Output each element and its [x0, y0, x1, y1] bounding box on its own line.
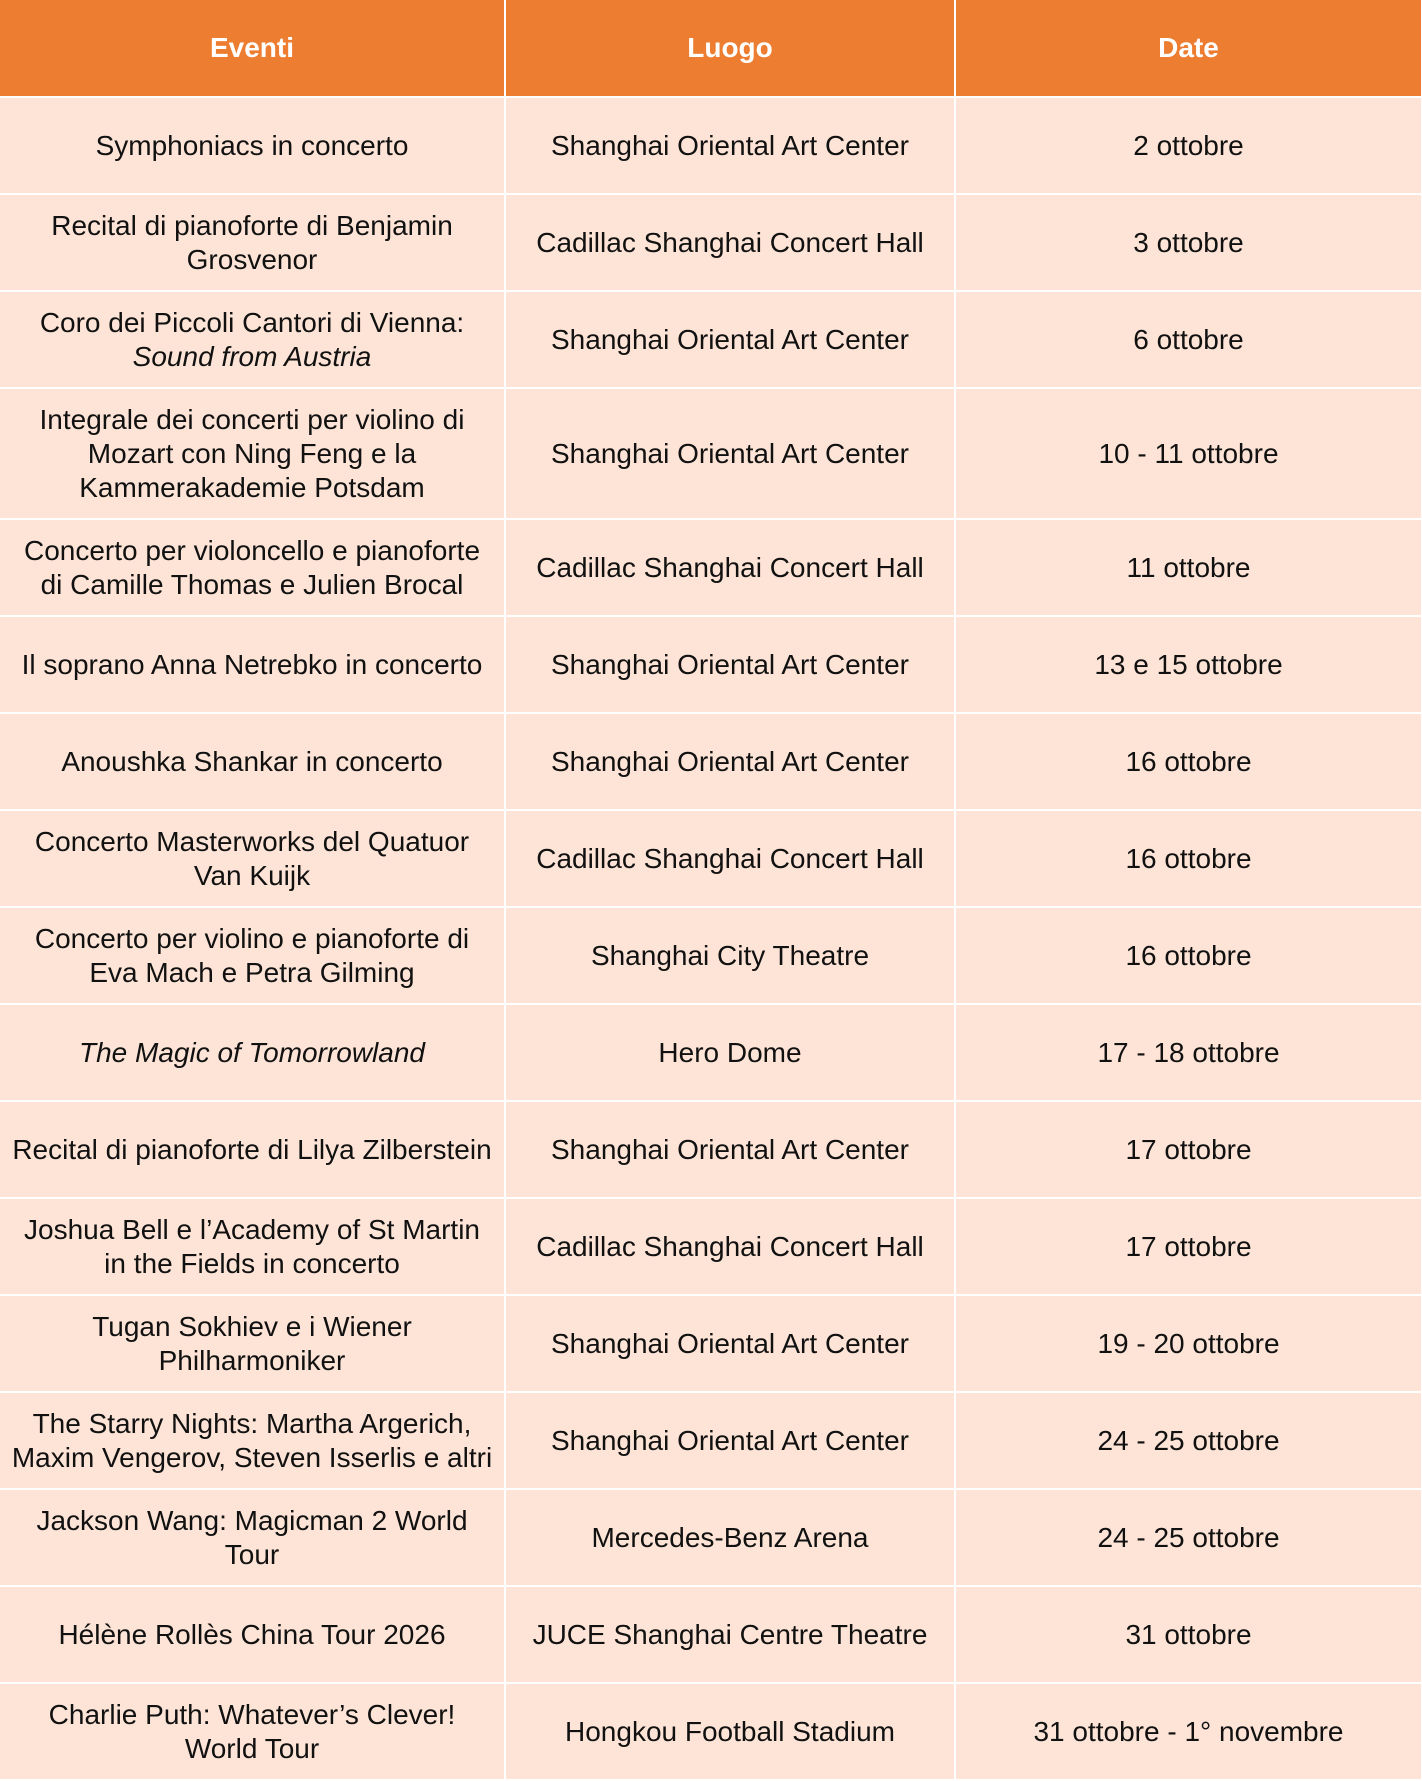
- dates-cell: 24 - 25 ottobre: [955, 1489, 1422, 1586]
- event-subtitle: Sound from Austria: [132, 340, 372, 372]
- venue-cell: Shanghai City Theatre: [505, 907, 955, 1004]
- event-text: Coro dei Piccoli Cantori di Vienna:: [39, 306, 465, 338]
- dates-cell: 10 - 11 ottobre: [955, 388, 1422, 519]
- event-cell: Concerto per violoncello e pianoforte di Camille Thomas e Julien Brocal: [0, 519, 505, 616]
- event-cell: Recital di pianoforte di Lilya Zilberstein: [0, 1101, 505, 1198]
- table-row: [0, 1004, 1422, 1101]
- header-dates: Date: [955, 0, 1422, 97]
- venue-cell: Shanghai Oriental Art Center: [505, 388, 955, 519]
- table-row: [0, 616, 1422, 713]
- dates-cell: 31 ottobre - 1° novembre: [955, 1683, 1422, 1780]
- dates-cell: 31 ottobre: [955, 1586, 1422, 1683]
- venue-cell: Mercedes-Benz Arena: [505, 1489, 955, 1586]
- event-cell: The Starry Nights: Martha Argerich, Maxim Vengerov, Steven Isserlis e altri: [0, 1392, 505, 1489]
- table-header-row: [0, 0, 1422, 97]
- dates-cell: 17 ottobre: [955, 1101, 1422, 1198]
- event-cell: Charlie Puth: Whatever’s Clever! World Tour: [0, 1683, 505, 1780]
- table-row: [0, 713, 1422, 810]
- dates-cell: 17 ottobre: [955, 1198, 1422, 1295]
- venue-cell: Hongkou Football Stadium: [505, 1683, 955, 1780]
- event-cell: The Magic of Tomorrowland: [0, 1004, 505, 1101]
- venue-cell: Shanghai Oriental Art Center: [505, 616, 955, 713]
- dates-cell: 24 - 25 ottobre: [955, 1392, 1422, 1489]
- dates-cell: 13 e 15 ottobre: [955, 616, 1422, 713]
- venue-cell: JUCE Shanghai Centre Theatre: [505, 1586, 955, 1683]
- dates-cell: 17 - 18 ottobre: [955, 1004, 1422, 1101]
- event-cell: Concerto per violino e pianoforte di Eva Mach e Petra Gilming: [0, 907, 505, 1004]
- table-row: [0, 291, 1422, 388]
- table-row: [0, 1198, 1422, 1295]
- table-row: [0, 1295, 1422, 1392]
- venue-cell: Cadillac Shanghai Concert Hall: [505, 1198, 955, 1295]
- table-row: [0, 97, 1422, 194]
- dates-cell: 16 ottobre: [955, 810, 1422, 907]
- event-cell: Hélène Rollès China Tour 2026: [0, 1586, 505, 1683]
- event-cell: Recital di pianoforte di Benjamin Grosvenor: [0, 194, 505, 291]
- table-row: [0, 1489, 1422, 1586]
- venue-cell: Shanghai Oriental Art Center: [505, 1392, 955, 1489]
- dates-cell: 6 ottobre: [955, 291, 1422, 388]
- venue-cell: Cadillac Shanghai Concert Hall: [505, 194, 955, 291]
- venue-cell: Hero Dome: [505, 1004, 955, 1101]
- event-cell: [0, 291, 505, 388]
- event-cell: Tugan Sokhiev e i Wiener Philharmoniker: [0, 1295, 505, 1392]
- header-events: Eventi: [0, 0, 505, 97]
- table-row: [0, 1683, 1422, 1780]
- event-cell: Il soprano Anna Netrebko in concerto: [0, 616, 505, 713]
- header-venue: Luogo: [505, 0, 955, 97]
- table-row: [0, 1586, 1422, 1683]
- venue-cell: Shanghai Oriental Art Center: [505, 97, 955, 194]
- dates-cell: 2 ottobre: [955, 97, 1422, 194]
- dates-cell: 16 ottobre: [955, 907, 1422, 1004]
- event-cell: Jackson Wang: Magicman 2 World Tour: [0, 1489, 505, 1586]
- venue-cell: Cadillac Shanghai Concert Hall: [505, 519, 955, 616]
- table-row: [0, 519, 1422, 616]
- table-row: [0, 1101, 1422, 1198]
- event-cell: Concerto Masterworks del Quatuor Van Kuijk: [0, 810, 505, 907]
- venue-cell: Shanghai Oriental Art Center: [505, 291, 955, 388]
- venue-cell: Shanghai Oriental Art Center: [505, 1295, 955, 1392]
- venue-cell: Cadillac Shanghai Concert Hall: [505, 810, 955, 907]
- table-row: [0, 388, 1422, 519]
- table-row: [0, 810, 1422, 907]
- venue-cell: Shanghai Oriental Art Center: [505, 713, 955, 810]
- event-cell: Anoushka Shankar in concerto: [0, 713, 505, 810]
- table-row: [0, 907, 1422, 1004]
- venue-cell: Shanghai Oriental Art Center: [505, 1101, 955, 1198]
- table-row: [0, 1392, 1422, 1489]
- table-row: [0, 194, 1422, 291]
- dates-cell: 16 ottobre: [955, 713, 1422, 810]
- dates-cell: 11 ottobre: [955, 519, 1422, 616]
- dates-cell: 3 ottobre: [955, 194, 1422, 291]
- dates-cell: 19 - 20 ottobre: [955, 1295, 1422, 1392]
- event-cell: Integrale dei concerti per violino di Mozart con Ning Feng e la Kammerakademie Potsdam: [0, 388, 505, 519]
- event-cell: Joshua Bell e l’Academy of St Martin in the Fields in concerto: [0, 1198, 505, 1295]
- event-cell: Symphoniacs in concerto: [0, 97, 505, 194]
